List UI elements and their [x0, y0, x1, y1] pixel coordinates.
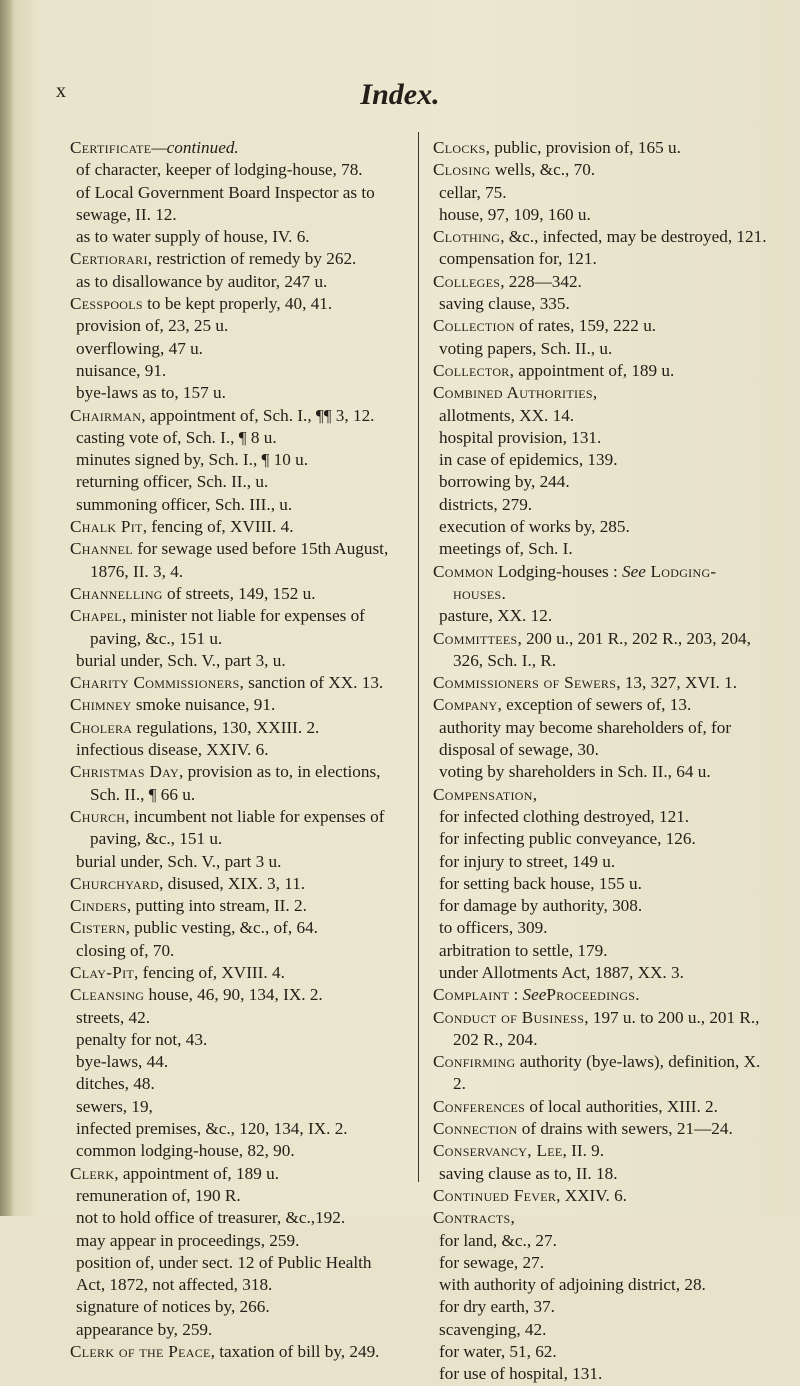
subentry-text: position of, under sect. 12 of Public Health Act, 1872, not affected, 318. — [76, 1252, 372, 1295]
subentry-text: for sewage, 27. — [439, 1252, 544, 1272]
subentry-text: infectious disease, XXIV. 6. — [76, 740, 269, 760]
index-subentry — [70, 1252, 402, 1297]
index-entry — [70, 583, 402, 605]
index-subentry — [433, 471, 768, 493]
subentry-text: infected premises, &c., 120, 134, IX. 2. — [76, 1119, 348, 1139]
index-subentry — [433, 516, 768, 538]
entry-text: house, 46, 90, 134, IX. 2. — [144, 985, 323, 1005]
index-subentry — [433, 605, 768, 627]
index-entry — [70, 806, 402, 851]
index-subentry — [70, 1319, 402, 1341]
entry-heading: Combined Authorities — [433, 383, 593, 403]
index-entry — [433, 137, 768, 159]
index-subentry — [433, 1252, 768, 1274]
entry-text: , 228—342. — [500, 271, 582, 291]
index-entry — [433, 360, 768, 382]
book-spine-shadow — [0, 0, 14, 1216]
index-entry — [70, 984, 402, 1006]
entry-heading: Clothing — [433, 227, 501, 247]
subentry-text: minutes signed by, Sch. I., ¶ 10 u. — [76, 450, 309, 470]
subentry-text: not to hold office of treasurer, &c.,192. — [76, 1208, 346, 1228]
index-entry — [433, 271, 768, 293]
subentry-text: nuisance, 91. — [76, 360, 167, 380]
index-subentry — [70, 1207, 402, 1229]
entry-heading: Collection — [433, 316, 515, 336]
entry-heading: Cesspools — [70, 294, 143, 314]
index-subentry — [433, 1363, 768, 1385]
index-subentry — [433, 1163, 768, 1185]
entry-heading: Clerk — [70, 1163, 115, 1183]
index-subentry — [433, 806, 768, 828]
index-subentry — [70, 650, 402, 672]
left-column — [70, 137, 402, 1363]
subentry-text: for use of hospital, 131. — [439, 1364, 603, 1384]
entry-heading: Charity Commissioners — [70, 673, 240, 693]
entry-heading: Churchyard — [70, 873, 160, 893]
entry-text: , public, provision of, 165 u. — [485, 138, 681, 157]
subentry-text: penalty for not, 43. — [76, 1029, 208, 1049]
index-subentry — [433, 940, 768, 962]
index-entry — [433, 1207, 768, 1229]
index-subentry — [433, 895, 768, 917]
index-subentry — [433, 427, 768, 449]
entry-text: , minister not liable for expenses of paving, &c., 151 u. — [90, 606, 365, 648]
entry-text: : — [509, 985, 523, 1005]
subentry-text: for damage by authority, 308. — [439, 896, 643, 916]
entry-text: for sewage used before 15th August, 1876, II. 3, 4. — [90, 539, 389, 581]
index-entry — [433, 694, 768, 716]
index-subentry — [433, 182, 768, 204]
entry-text: , II. 9. — [562, 1141, 605, 1161]
entry-heading: Conduct of Business — [433, 1007, 585, 1027]
entry-heading: Common — [433, 561, 494, 581]
index-subentry — [70, 271, 402, 293]
subentry-text: scavenging, 42. — [439, 1319, 547, 1339]
entry-heading: Clocks — [433, 138, 486, 157]
index-subentry — [70, 1029, 402, 1051]
entry-text: , 200 u., 201 R., 202 R., 203, 204, 326, Sch. I., R. — [453, 628, 751, 670]
subentry-text: to officers, 309. — [439, 918, 548, 938]
subentry-text: in case of epidemics, 139. — [439, 450, 618, 470]
column-divider — [418, 132, 419, 1182]
index-entry — [70, 293, 402, 315]
entry-text: regulations, 130, XXIII. 2. — [132, 717, 320, 737]
entry-heading: Conferences — [433, 1096, 526, 1116]
entry-text: , appointment of, 189 u. — [114, 1163, 279, 1183]
index-entry — [70, 761, 402, 806]
subentry-text: saving clause as to, II. 18. — [439, 1163, 618, 1183]
index-entry — [433, 159, 768, 181]
subentry-text: returning officer, Sch. II., u. — [76, 472, 269, 492]
entry-heading: Cistern — [70, 918, 126, 938]
entry-heading: Confirming — [433, 1052, 516, 1072]
index-subentry — [70, 427, 402, 449]
index-subentry — [433, 761, 768, 783]
index-entry — [70, 962, 402, 984]
subentry-text: hospital provision, 131. — [439, 427, 602, 447]
subentry-text: for water, 51, 62. — [439, 1342, 557, 1362]
subentry-text: execution of works by, 285. — [439, 517, 630, 537]
subentry-text: burial under, Sch. V., part 3, u. — [76, 650, 286, 670]
entry-heading: Cinders — [70, 896, 127, 916]
entry-heading: Christmas Day — [70, 762, 179, 782]
running-head: Index. — [360, 78, 440, 111]
subentry-text: for land, &c., 27. — [439, 1230, 557, 1250]
entry-heading: Committees — [433, 628, 518, 648]
subentry-text: with authority of adjoining district, 28. — [439, 1275, 706, 1295]
index-entry — [70, 137, 402, 159]
subentry-text: pasture, XX. 12. — [439, 606, 553, 626]
entry-text: , restriction of remedy by 262. — [147, 249, 357, 269]
index-subentry — [70, 1185, 402, 1207]
index-entry — [70, 917, 402, 939]
index-subentry — [70, 739, 402, 761]
entry-text: authority (bye-laws), definition, X. 2. — [453, 1052, 761, 1094]
entry-heading: Cholera — [70, 717, 133, 737]
subentry-text: bye-laws as to, 157 u. — [76, 383, 226, 403]
entry-text: , fencing of, XVIII. 4. — [134, 962, 285, 982]
index-subentry — [433, 204, 768, 226]
entry-heading: Chimney — [70, 695, 132, 715]
index-entry — [433, 226, 768, 248]
subentry-text: closing of, 70. — [76, 940, 175, 960]
index-subentry — [70, 1118, 402, 1140]
entry-text: of local authorities, XIII. 2. — [525, 1096, 718, 1116]
subentry-text: borrowing by, 244. — [439, 472, 570, 492]
index-entry — [433, 1185, 768, 1207]
index-subentry — [433, 1319, 768, 1341]
index-subentry — [70, 471, 402, 493]
index-entry — [70, 1163, 402, 1185]
index-subentry — [433, 338, 768, 360]
entry-text: to be kept properly, 40, 41. — [142, 294, 333, 314]
index-subentry — [433, 917, 768, 939]
index-subentry — [70, 1140, 402, 1162]
index-entry — [70, 1341, 402, 1363]
entry-text: —continued. — [151, 138, 239, 157]
index-entry — [433, 382, 768, 404]
index-entry — [70, 895, 402, 917]
entry-text: , appointment of, 189 u. — [509, 360, 675, 380]
index-subentry — [70, 1051, 402, 1073]
subentry-text: provision of, 23, 25 u. — [76, 316, 229, 336]
subentry-text: may appear in proceedings, 259. — [76, 1230, 300, 1250]
index-entry — [70, 717, 402, 739]
index-subentry — [433, 405, 768, 427]
entry-text: , appointment of, Sch. I., ¶¶ 3, 12. — [141, 405, 375, 425]
entry-text: , — [532, 784, 538, 804]
index-subentry — [70, 940, 402, 962]
subentry-text: as to water supply of house, IV. 6. — [76, 227, 310, 247]
entry-heading: Company — [433, 695, 498, 715]
index-entry — [433, 1118, 768, 1140]
subentry-text: burial under, Sch. V., part 3 u. — [76, 851, 282, 871]
see-reference: See — [622, 561, 646, 581]
entry-text: of rates, 159, 222 u. — [514, 316, 657, 336]
entry-text: , sanction of XX. 13. — [239, 673, 384, 693]
entry-heading: Closing — [433, 160, 491, 180]
subentry-text: bye-laws, 44. — [76, 1052, 169, 1072]
entry-heading: Colleges — [433, 271, 501, 291]
subentry-text: under Allotments Act, 1887, XX. 3. — [439, 962, 684, 982]
entry-text: , 197 u. to 200 u., 201 R., 202 R., 204. — [453, 1007, 760, 1049]
subentry-text: common lodging-house, 82, 90. — [76, 1141, 295, 1161]
subentry-text: for infected clothing destroyed, 121. — [439, 806, 690, 826]
entry-heading: Contracts — [433, 1208, 511, 1228]
entry-text: , provision as to, in elections, Sch. II., ¶ 66 u. — [90, 762, 381, 804]
index-entry — [70, 405, 402, 427]
entry-text: smoke nuisance, 91. — [131, 695, 276, 715]
subentry-text: for setting back house, 155 u. — [439, 873, 642, 893]
subentry-text: authority may become shareholders of, for disposal of sewage, 30. — [439, 717, 732, 760]
subentry-text: voting by shareholders in Sch. II., 64 u. — [439, 762, 711, 782]
index-entry — [70, 694, 402, 716]
index-subentry — [433, 851, 768, 873]
entry-heading: Compensation — [433, 784, 533, 804]
subentry-text: of character, keeper of lodging-house, 78. — [76, 160, 363, 180]
entry-heading: Chapel — [70, 606, 122, 626]
entry-text: , public vesting, &c., of, 64. — [125, 918, 318, 938]
index-subentry — [70, 1073, 402, 1095]
index-subentry — [70, 449, 402, 471]
subentry-text: summoning officer, Sch. III., u. — [76, 494, 293, 514]
see-target: Proceedings. — [546, 985, 640, 1005]
index-entry — [433, 1051, 768, 1096]
index-subentry — [70, 1096, 402, 1118]
index-subentry — [433, 293, 768, 315]
index-entry — [433, 784, 768, 806]
subentry-text: appearance by, 259. — [76, 1319, 213, 1339]
index-subentry — [70, 360, 402, 382]
subentry-text: casting vote of, Sch. I., ¶ 8 u. — [76, 427, 277, 447]
index-subentry — [433, 248, 768, 270]
entry-text: , — [510, 1208, 515, 1228]
subentry-text: cellar, 75. — [439, 182, 507, 202]
entry-text: , incumbent not liable for expenses of paving, &c., 151 u. — [90, 806, 385, 849]
entry-heading: Commissioners of Sewers — [433, 673, 617, 693]
see-reference: See — [522, 985, 547, 1005]
index-subentry — [433, 717, 768, 762]
page-number: x — [56, 80, 67, 102]
entry-text: , disused, XIX. 3, 11. — [159, 873, 306, 893]
index-entry — [433, 315, 768, 337]
subentry-text: voting papers, Sch. II., u. — [439, 338, 613, 358]
index-subentry — [433, 1230, 768, 1252]
index-subentry — [70, 382, 402, 404]
entry-heading: Continued Fever — [433, 1185, 557, 1205]
index-entry — [433, 984, 768, 1006]
subentry-text: for injury to street, 149 u. — [439, 851, 616, 871]
index-entry — [70, 873, 402, 895]
index-entry — [70, 672, 402, 694]
index-subentry — [433, 962, 768, 984]
entry-heading: Certificate — [70, 138, 152, 157]
index-subentry — [433, 494, 768, 516]
entry-text: of drains with sewers, 21—24. — [517, 1119, 733, 1139]
subentry-text: districts, 279. — [439, 494, 533, 514]
subentry-text: overflowing, 47 u. — [76, 338, 203, 358]
entry-heading: Clerk of the Peace — [70, 1342, 211, 1362]
subentry-text: meetings of, Sch. I. — [439, 539, 573, 559]
subentry-text: ditches, 48. — [76, 1074, 155, 1094]
subentry-text: of Local Government Board Inspector as to sewage, II. 12. — [76, 182, 375, 224]
index-entry — [433, 561, 768, 606]
subentry-text: for dry earth, 37. — [439, 1297, 555, 1317]
index-subentry — [433, 449, 768, 471]
index-entry — [70, 516, 402, 538]
entry-heading: Connection — [433, 1119, 518, 1139]
index-entry — [70, 605, 402, 650]
entry-heading: Channelling — [70, 583, 163, 603]
index-entry — [433, 628, 768, 673]
index-subentry — [70, 226, 402, 248]
subentry-text: sewers, 19, — [76, 1096, 153, 1116]
subentry-text: remuneration of, 190 R. — [76, 1185, 241, 1205]
subentry-text: saving clause, 335. — [439, 294, 570, 314]
entry-heading: Chalk Pit — [70, 517, 143, 537]
index-entry — [433, 672, 768, 694]
subentry-text: arbitration to settle, 179. — [439, 940, 608, 960]
entry-heading: Channel — [70, 539, 133, 559]
index-subentry — [433, 1341, 768, 1363]
entry-text: wells, &c., 70. — [490, 160, 596, 180]
entry-text: , fencing of, XVIII. 4. — [142, 517, 294, 537]
index-subentry — [70, 315, 402, 337]
entry-heading: Conservancy, Lee — [433, 1141, 563, 1161]
index-subentry — [433, 1274, 768, 1296]
right-column — [433, 137, 768, 1386]
subentry-text: for infecting public conveyance, 126. — [439, 829, 696, 849]
subentry-text: streets, 42. — [76, 1007, 150, 1027]
index-subentry — [70, 494, 402, 516]
see-target: Lodging-houses. — [453, 561, 717, 603]
entry-text: , 13, 327, XVI. 1. — [616, 673, 738, 693]
index-subentry — [70, 1007, 402, 1029]
entry-text: Lodging-houses : — [493, 561, 623, 581]
entry-text: , exception of sewers of, 13. — [497, 695, 692, 715]
entry-text: of streets, 149, 152 u. — [162, 583, 316, 603]
entry-heading: Collector — [433, 360, 510, 380]
entry-heading: Cleansing — [70, 985, 145, 1005]
entry-text: , XXIV. 6. — [556, 1185, 627, 1205]
index-entry — [433, 1096, 768, 1118]
entry-text: , putting into stream, II. 2. — [126, 896, 307, 916]
entry-heading: Clay-Pit — [70, 962, 135, 982]
index-entry — [70, 248, 402, 270]
subentry-text: as to disallowance by auditor, 247 u. — [76, 271, 328, 291]
index-entry — [70, 538, 402, 583]
index-subentry — [70, 1296, 402, 1318]
index-subentry — [70, 338, 402, 360]
subentry-text: allotments, XX. 14. — [439, 405, 575, 425]
index-subentry — [70, 851, 402, 873]
subentry-text: signature of notices by, 266. — [76, 1297, 270, 1317]
entry-text: , taxation of bill by, 249. — [210, 1342, 380, 1362]
index-subentry — [70, 159, 402, 181]
entry-text: , &c., infected, may be destroyed, 121. — [500, 227, 767, 247]
index-subentry — [433, 1296, 768, 1318]
index-subentry — [70, 1230, 402, 1252]
entry-heading: Chairman — [70, 405, 142, 425]
entry-heading: Complaint — [433, 985, 510, 1005]
index-subentry — [433, 873, 768, 895]
index-subentry — [70, 182, 402, 227]
entry-heading: Certiorari — [70, 249, 148, 269]
subentry-text: compensation for, 121. — [439, 249, 597, 269]
index-subentry — [433, 538, 768, 560]
subentry-text: house, 97, 109, 160 u. — [439, 204, 591, 224]
entry-heading: Church — [70, 806, 126, 826]
index-entry — [433, 1140, 768, 1162]
index-entry — [433, 1007, 768, 1052]
entry-text: , — [592, 383, 598, 403]
index-subentry — [433, 828, 768, 850]
